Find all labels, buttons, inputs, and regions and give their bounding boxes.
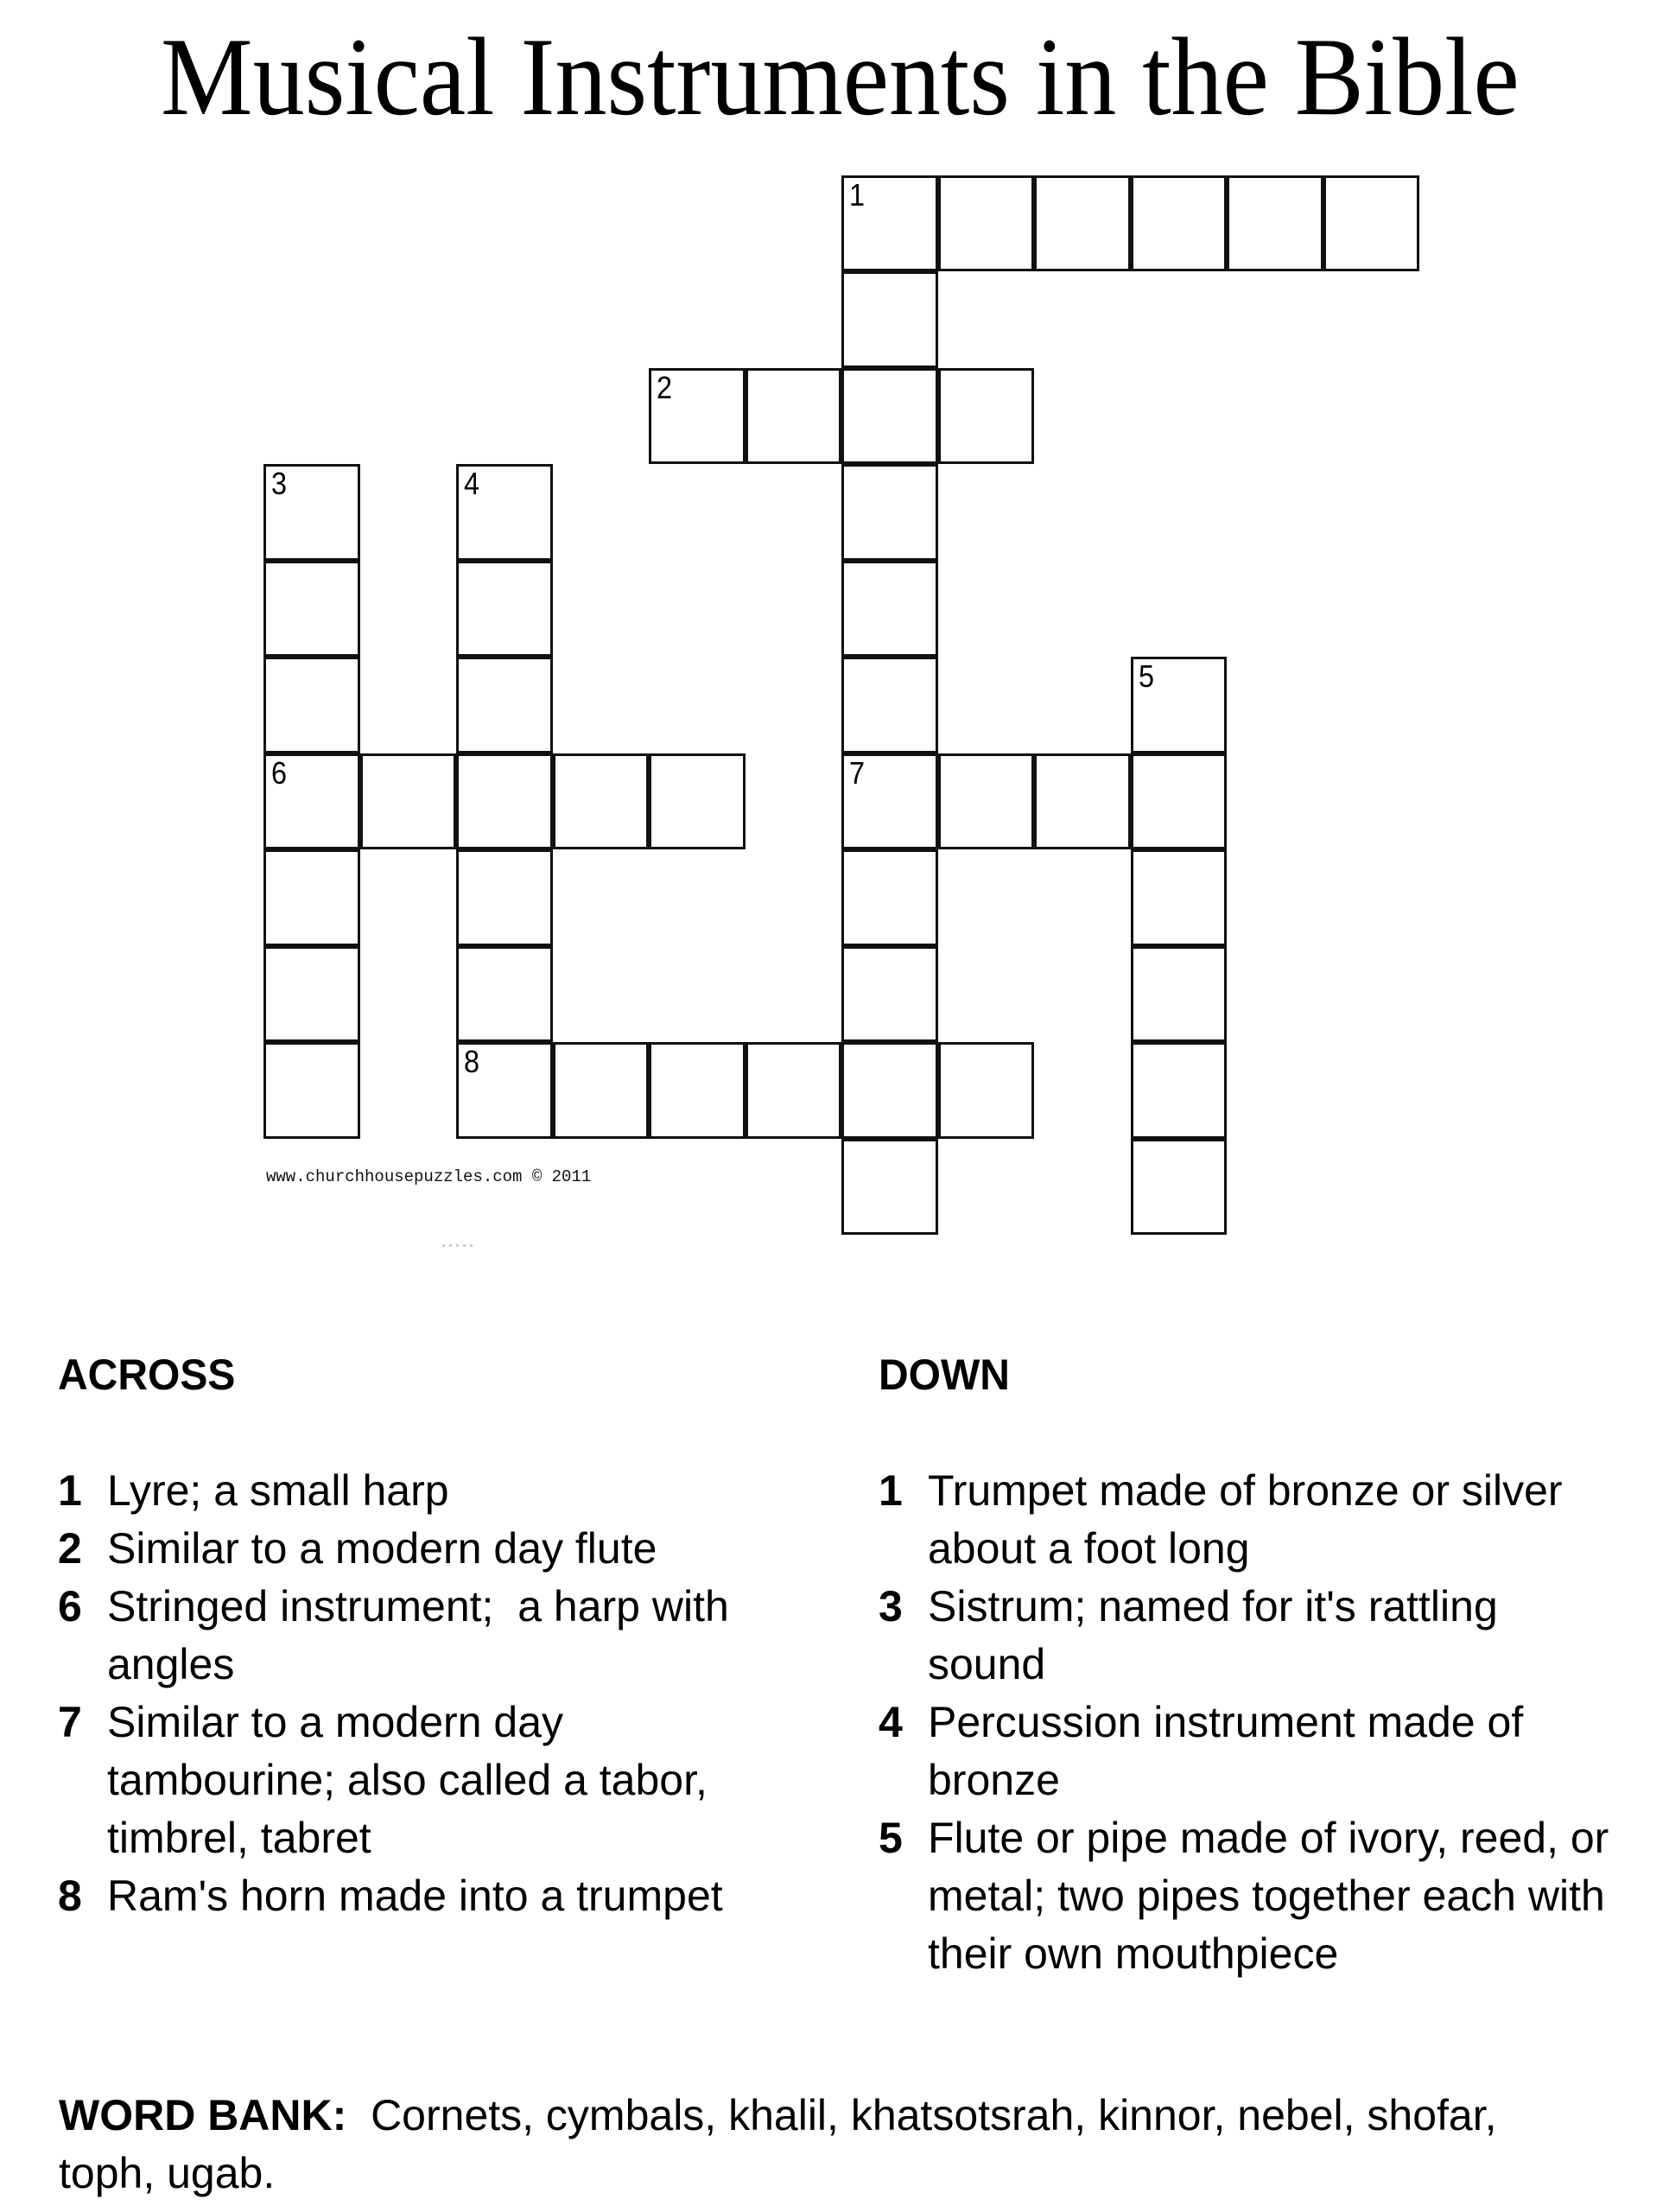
grid-cell[interactable] — [1227, 175, 1323, 272]
grid-cell[interactable] — [841, 753, 938, 850]
page-title: Musical Instruments in the Bible — [161, 15, 1520, 138]
clue-down-3 — [879, 1578, 1621, 1694]
across-clue-list — [58, 1462, 801, 1925]
clue-down-1 — [879, 1462, 1621, 1578]
grid-cell[interactable] — [841, 946, 938, 1043]
clue-across-6 — [58, 1578, 801, 1694]
grid-cell[interactable] — [456, 464, 553, 561]
clue-text: Similar to a modern day tambourine; also called a tabor, timbrel, tabret — [107, 1698, 720, 1862]
cell-number: 7 — [849, 754, 866, 791]
word-bank-words: Cornets, cymbals, khalil, khatsotsrah, kinnor, nebel, shofar, toph, ugab. — [59, 2091, 1497, 2197]
grid-cell[interactable] — [553, 753, 650, 850]
grid-cell[interactable] — [456, 1042, 553, 1139]
grid-cell[interactable] — [263, 561, 360, 658]
grid-cell[interactable] — [456, 946, 553, 1043]
grid-cell[interactable] — [746, 368, 842, 465]
grid-cell[interactable] — [841, 175, 938, 272]
clue-text: Flute or pipe made of ivory, reed, or metal; two pipes together each with their own mouthpiece — [928, 1814, 1621, 1978]
grid-cell[interactable] — [938, 753, 1035, 850]
grid-cell[interactable] — [456, 561, 553, 658]
grid-cell[interactable] — [263, 849, 360, 946]
clue-text: Lyre; a small harp — [107, 1466, 449, 1515]
clue-number: 2 — [58, 1524, 82, 1573]
clue-number: 1 — [58, 1466, 82, 1515]
grid-cell[interactable] — [841, 561, 938, 658]
grid-cell[interactable] — [841, 657, 938, 753]
grid-cell[interactable] — [841, 464, 938, 561]
word-bank — [59, 2087, 1579, 2202]
clue-text: Ram's horn made into a trumpet — [107, 1872, 723, 1920]
grid-cell[interactable] — [1131, 1139, 1228, 1236]
grid-cell[interactable] — [456, 657, 553, 753]
grid-cell[interactable] — [841, 271, 938, 368]
clue-across-1 — [58, 1462, 801, 1520]
grid-cell[interactable] — [649, 368, 746, 465]
across-heading: ACROSS — [58, 1351, 236, 1399]
grid-cell[interactable] — [1131, 753, 1228, 850]
clue-number: 5 — [879, 1814, 903, 1862]
grid-cell[interactable] — [456, 849, 553, 946]
clue-number: 1 — [879, 1466, 903, 1515]
grid-cell[interactable] — [263, 1042, 360, 1139]
grid-cell[interactable] — [938, 368, 1035, 465]
cell-number: 2 — [657, 369, 673, 405]
grid-cell[interactable] — [360, 753, 457, 850]
grid-cell[interactable] — [649, 1042, 746, 1139]
word-bank-label: WORD BANK: — [59, 2091, 347, 2139]
clue-number: 6 — [58, 1582, 82, 1630]
down-clue-list — [879, 1462, 1621, 1983]
clue-number: 4 — [879, 1698, 903, 1746]
grid-cell[interactable] — [841, 1139, 938, 1236]
grid-cell[interactable] — [841, 368, 938, 465]
cell-number: 1 — [849, 176, 866, 213]
clue-across-8 — [58, 1867, 801, 1925]
grid-cell[interactable] — [841, 1042, 938, 1139]
scan-artifact — [442, 1244, 473, 1247]
grid-cell[interactable] — [746, 1042, 842, 1139]
grid-cell[interactable] — [1131, 175, 1228, 272]
grid-cell[interactable] — [263, 753, 360, 850]
clue-across-7 — [58, 1694, 801, 1867]
clue-text: Trumpet made of bronze or silver about a foot long — [928, 1466, 1575, 1573]
clue-down-4 — [879, 1694, 1621, 1809]
cell-number: 3 — [271, 466, 288, 501]
clue-number: 7 — [58, 1698, 82, 1746]
grid-cell[interactable] — [1323, 175, 1420, 272]
copyright-credit: www.churchhousepuzzles.com © 2011 — [266, 1167, 592, 1186]
clue-number: 3 — [879, 1582, 903, 1630]
grid-cell[interactable] — [841, 849, 938, 946]
down-heading: DOWN — [879, 1351, 1010, 1399]
grid-cell[interactable] — [1034, 753, 1131, 850]
grid-cell[interactable] — [553, 1042, 650, 1139]
clue-text: Sistrum; named for it's rattling sound — [928, 1582, 1510, 1688]
clue-across-2 — [58, 1520, 801, 1578]
down-clues-section — [879, 1346, 1639, 1978]
grid-cell[interactable] — [1131, 1042, 1228, 1139]
grid-cell[interactable] — [938, 175, 1035, 272]
grid-cell[interactable] — [1034, 175, 1131, 272]
grid-cell[interactable] — [938, 1042, 1035, 1139]
grid-cell[interactable] — [263, 946, 360, 1043]
grid-cell[interactable] — [1131, 657, 1228, 753]
clue-number: 8 — [58, 1872, 82, 1920]
grid-cell[interactable] — [456, 753, 553, 850]
grid-cell[interactable] — [1131, 849, 1228, 946]
cell-number: 6 — [271, 754, 288, 791]
grid-cell[interactable] — [1131, 946, 1228, 1043]
grid-cell[interactable] — [263, 464, 360, 561]
cell-number: 5 — [1138, 658, 1154, 694]
clue-text: Similar to a modern day flute — [107, 1524, 657, 1573]
cell-number: 8 — [464, 1044, 480, 1079]
clue-text: Percussion instrument made of bronze — [928, 1698, 1536, 1804]
clue-text: Stringed instrument; a harp with angles — [107, 1582, 741, 1688]
grid-cell[interactable] — [649, 753, 746, 850]
cell-number: 4 — [464, 466, 480, 501]
clue-down-5 — [879, 1809, 1621, 1983]
grid-cell[interactable] — [263, 657, 360, 753]
across-clues-section — [58, 1346, 818, 1920]
